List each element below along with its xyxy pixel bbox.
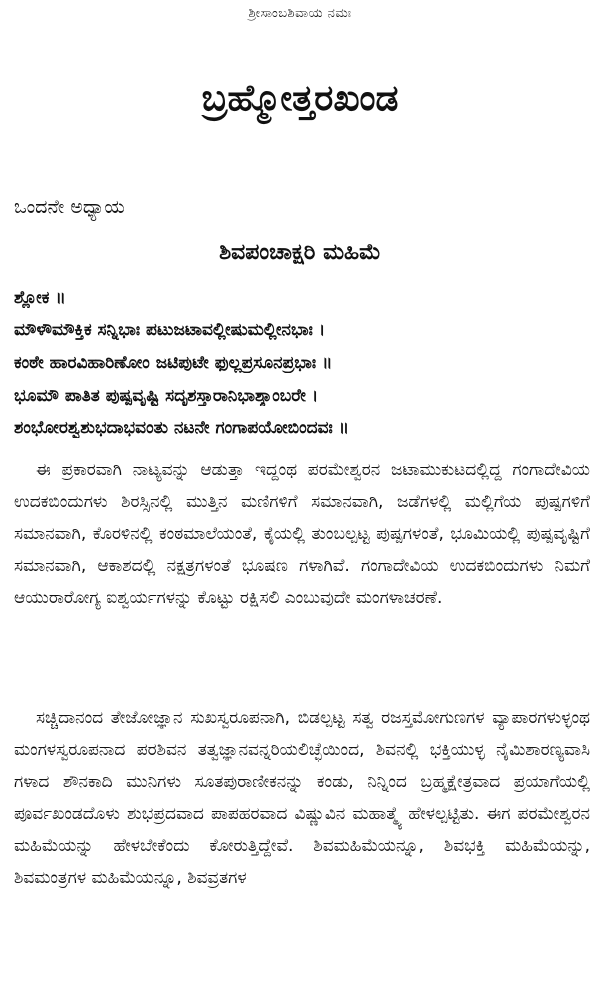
verse-line: ಮೌಳೌಮೌಕ್ತಿಕ ಸನ್ನಿಭಾಃ ಪಟುಜಟಾವಲ್ಲೀಷುಮಲ್ಲೀನಭಾಃ । [14, 320, 326, 340]
body-paragraph [14, 454, 590, 614]
chapter-heading: ಒಂದನೇ ಅಧ್ಯಾಯ [14, 196, 125, 218]
body-paragraph [14, 702, 590, 894]
page-header-invocation: ಶ್ರೀಸಾಂಬಶಿವಾಯ ನಮಃ [248, 6, 352, 21]
verse-line: ಕಂಠೇ ಹಾರವಿಹಾರಿಣೋಂ ಜಟಿಪುಟೇ ಫುಲ್ಲಪ್ರಸೂನಪ್ರಭಾಃ ॥ [14, 353, 333, 373]
paragraph-text: ಈ ಪ್ರಕಾರವಾಗಿ ನಾಟ್ಯವನ್ನು ಆಡುತ್ತಾ ಇದ್ದಂಥ ಪರಮೇಶ್ವರನ ಜಟಾಮುಕುಟದಲ್ಲಿದ್ದ ಗಂಗಾದೇವಿಯ ಉದಕಬಿಂದುಗಳು ಶಿರಸ್ಸಿನಲ್ಲಿ ಮುತ್ತಿನ ಮಣಿಗಳಿಗೆ ಸಮಾನವಾಗಿ, ಜಡೆಗಳಲ್ಲಿ ಮಲ್ಲಿಗೆಯ ಪುಷ್ಪಗಳಿಗೆ ಸಮಾನವಾಗಿ, ಕೊರಳಿನಲ್ಲಿ ಕಂಠಮಾಲೆಯಂತೆ, ಕೈಯಲ್ಲಿ ತುಂಬಲ್ಪಟ್ಟ ಪುಷ್ಪಗಳಂತೆ, ಭೂಮಿಯಲ್ಲಿ ಪುಷ್ಪವೃಷ್ಟಿಗೆ ಸಮಾನವಾಗಿ, ಆಕಾಶದಲ್ಲಿ ನಕ್ಷತ್ರಗಳಂತೆ ಭೂಷಣ ಗಳಾಗಿವೆ. ಗಂಗಾದೇವಿಯ ಉದಕಬಿಂದುಗಳು ನಿಮಗೆ ಆಯುರಾರೋಗ್ಯ ಐಶ್ವರ್ಯಗಳನ್ನು ಕೊಟ್ಟು ರಕ್ಷಿಸಲಿ ಎಂಬುವುದೇ ಮಂಗಳಾಚರಣೆ. [14, 460, 590, 608]
verse-line: ಶಂಭೋರಶ್ವಶುಭದಾಭವಂತು ನಟನೇ ಗಂಗಾಪಯೋಬಿಂದವಃ ॥ [14, 418, 350, 438]
verse-line: ಶ್ಲೋಕ ॥ [14, 288, 66, 308]
section-subtitle: ಶಿವಪಂಚಾಕ್ಷರಿ ಮಹಿಮೆ [219, 240, 381, 265]
verse-line: ಭೂಮೌ ಪಾತಿತ ಪುಷ್ಪವೃಷ್ಟಿ ಸದೃಶಸ್ತಾರಾನಿಭಾಶ್ಶಾಂಬರೇ । [14, 386, 319, 406]
paragraph-text: ಸಚ್ಚಿದಾನಂದ ತೇಜೋಜ್ಞಾನ ಸುಖಸ್ವರೂಪನಾಗಿ, ಬಿಡಲ್ಪಟ್ಟ ಸತ್ವ ರಜಸ್ತಮೋಗುಣಗಳ ವ್ಯಾಪಾರಗಳುಳ್ಳಂಥ ಮಂಗಳಸ್ವರೂಪನಾದ ಪರಶಿವನ ತತ್ವಜ್ಞಾನವನ್ನರಿಯಲಿಚ್ಛೆಯಿಂದ, ಶಿವನಲ್ಲಿ ಭಕ್ತಿಯುಳ್ಳ ನೈಮಿಶಾರಣ್ಯವಾಸಿ ಗಳಾದ ಶೌನಕಾದಿ ಮುನಿಗಳು ಸೂತಪುರಾಣೀಕನನ್ನು ಕಂಡು, ನಿನ್ನಿಂದ ಬ್ರಹ್ಮಕ್ಷೇತ್ರವಾದ ಪ್ರಯಾಗೆಯಲ್ಲಿ ಪೂರ್ವಖಂಡದೊಳು ಶುಭಪ್ರದವಾದ ಪಾಪಹರವಾದ ವಿಷ್ಣುವಿನ ಮಹಾತ್ಮ್ಯೆ ಹೇಳಲ್ಪಟ್ಟಿತು. ಈಗ ಪರಮೇಶ್ವರನ ಮಹಿಮೆಯನ್ನು ಹೇಳಬೇಕೆಂದು ಕೋರುತ್ತಿದ್ದೇವೆ. ಶಿವಮಹಿಮೆಯನ್ನೂ, ಶಿವಭಕ್ತಿ ಮಹಿಮೆಯನ್ನು, ಶಿವಮಂತ್ರಗಳ ಮಹಿಮೆಯನ್ನೂ, ಶಿವವ್ರತಗಳ [14, 708, 590, 888]
page-title: ಬ್ರಹ್ಮೋತ್ತರಖಂಡ [201, 78, 399, 119]
